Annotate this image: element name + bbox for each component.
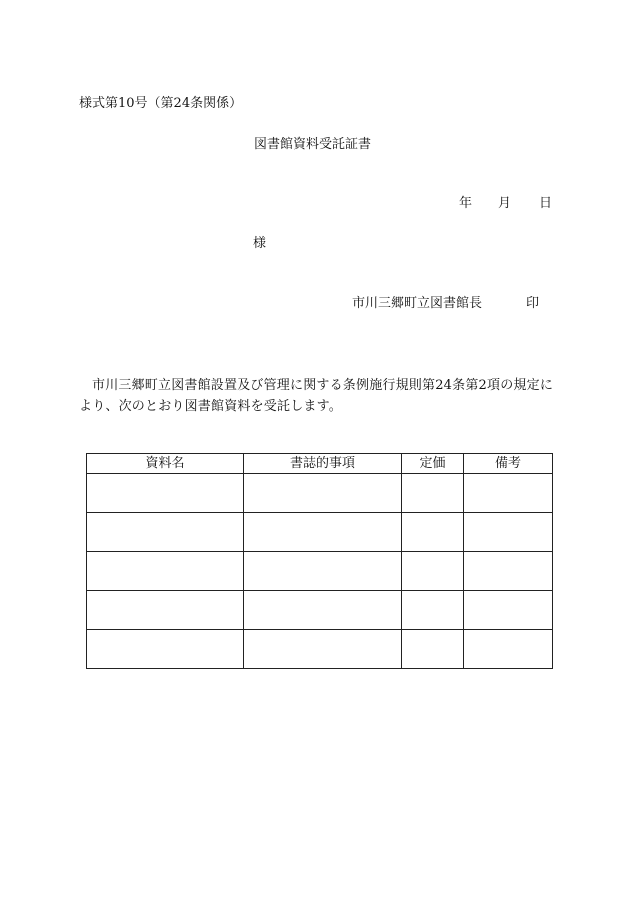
- table-row: [87, 552, 553, 591]
- form-number: 様式第10号（第24条関係）: [79, 96, 243, 111]
- table-cell: [402, 591, 464, 630]
- date-day-label: 日: [539, 196, 553, 211]
- table-cell: [402, 474, 464, 513]
- table-row: [87, 591, 553, 630]
- seal-mark: 印: [526, 296, 540, 311]
- recipient-honorific: 様: [253, 236, 267, 251]
- table-cell: [87, 591, 244, 630]
- body-text: 市川三郷町立図書館設置及び管理に関する条例施行規則第24条第2項の規定により、次のとおり図書館資料を受託します。: [79, 378, 554, 414]
- table-cell: [244, 474, 402, 513]
- table-cell: [464, 630, 553, 669]
- date-year-label: 年: [459, 196, 473, 211]
- date-month-label: 月: [498, 196, 512, 211]
- table-cell: [464, 591, 553, 630]
- table-cell: [87, 552, 244, 591]
- table-cell: [464, 552, 553, 591]
- table-header-row: [87, 454, 553, 474]
- table-row: [87, 630, 553, 669]
- materials-table: [86, 453, 553, 669]
- table-cell: [464, 513, 553, 552]
- table-cell: [244, 591, 402, 630]
- table-cell: [402, 513, 464, 552]
- column-header-bibliographic-info: 書誌的事項: [244, 454, 402, 474]
- document-title: 図書館資料受託証書: [254, 137, 372, 152]
- table-cell: [402, 630, 464, 669]
- column-header-price: 定価: [402, 454, 464, 474]
- table-cell: [402, 552, 464, 591]
- table-row: [87, 474, 553, 513]
- table-row: [87, 513, 553, 552]
- table-cell: [244, 513, 402, 552]
- table-cell: [464, 474, 553, 513]
- table-cell: [87, 630, 244, 669]
- table-cell: [244, 552, 402, 591]
- column-header-remarks: 備考: [464, 454, 553, 474]
- table-cell: [87, 474, 244, 513]
- column-header-material-name: 資料名: [87, 454, 244, 474]
- table-cell: [87, 513, 244, 552]
- issuer-name: 市川三郷町立図書館長: [352, 296, 483, 311]
- table-cell: [244, 630, 402, 669]
